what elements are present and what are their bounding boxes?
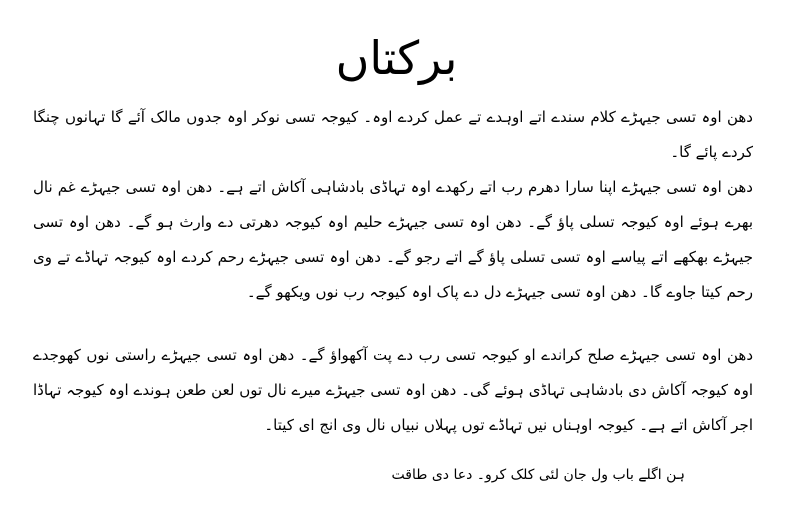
next-chapter-link[interactable]: ہن اگلے باب ول جان لئی کلک کرو۔ دعا دی طاقت — [391, 467, 685, 483]
paragraph-1 — [33, 100, 753, 170]
paragraph-text: دھن اوہ تسی جیہڑے کلام سندے اتے اوہدے تے عمل کردے اوہ۔ کیوجہ تسی نوکر اوہ جدوں مالک آئے گا تہانوں چنگا کردے پائے گا۔ — [33, 108, 753, 161]
paragraph-text: دھن اوہ تسی جیہڑے صلح کراندے او کیوجہ تسی رب دے پت آکھواؤ گے۔ دھن اوہ تسی جیہڑے راستی نوں کھوجدے اوہ کیوجہ آکاش دی بادشاہی تہاڈی ہوئے گی۔ دھن اوہ تسی جیہڑے میرے نال توں لعن طعن ہوندے اوہ کیوجہ تہاڈا اجر آکاش اتے ہے۔ کیوجہ اوہناں نیں تہاڈے توں پہلاں نبیاں نال وی انج ای کیتا۔ — [33, 346, 753, 434]
paragraph-3 — [33, 338, 753, 443]
paragraph-2 — [33, 170, 753, 310]
page-title: برکتاں — [335, 31, 458, 85]
paragraph-text: دھن اوہ تسی جیہڑے اپنا سارا دھرم رب اتے رکھدے اوہ تہاڈی بادشاہی آکاش اتے ہے۔ دھن اوہ تسی جیہڑے غم نال بھرے ہوئے اوہ کیوجہ تسلی پاؤ گے۔ دھن اوہ تسی جیہڑے حلیم اوہ کیوجہ دھرتی دے وارث ہو گے۔ دھن اوہ تسی جیہڑے بھکھے اتے پیاسے اوہ تسی تسلی پاؤ گے اتے رجو گے۔ دھن اوہ تسی جیہڑے رحم کردے اوہ کیوجہ تہاڈے تے وی رحم کیتا جاوے گا۔ دھن اوہ تسی جیہڑے دل دے پاک اوہ کیوجہ رب نوں ویکھو گے۔ — [33, 178, 753, 301]
